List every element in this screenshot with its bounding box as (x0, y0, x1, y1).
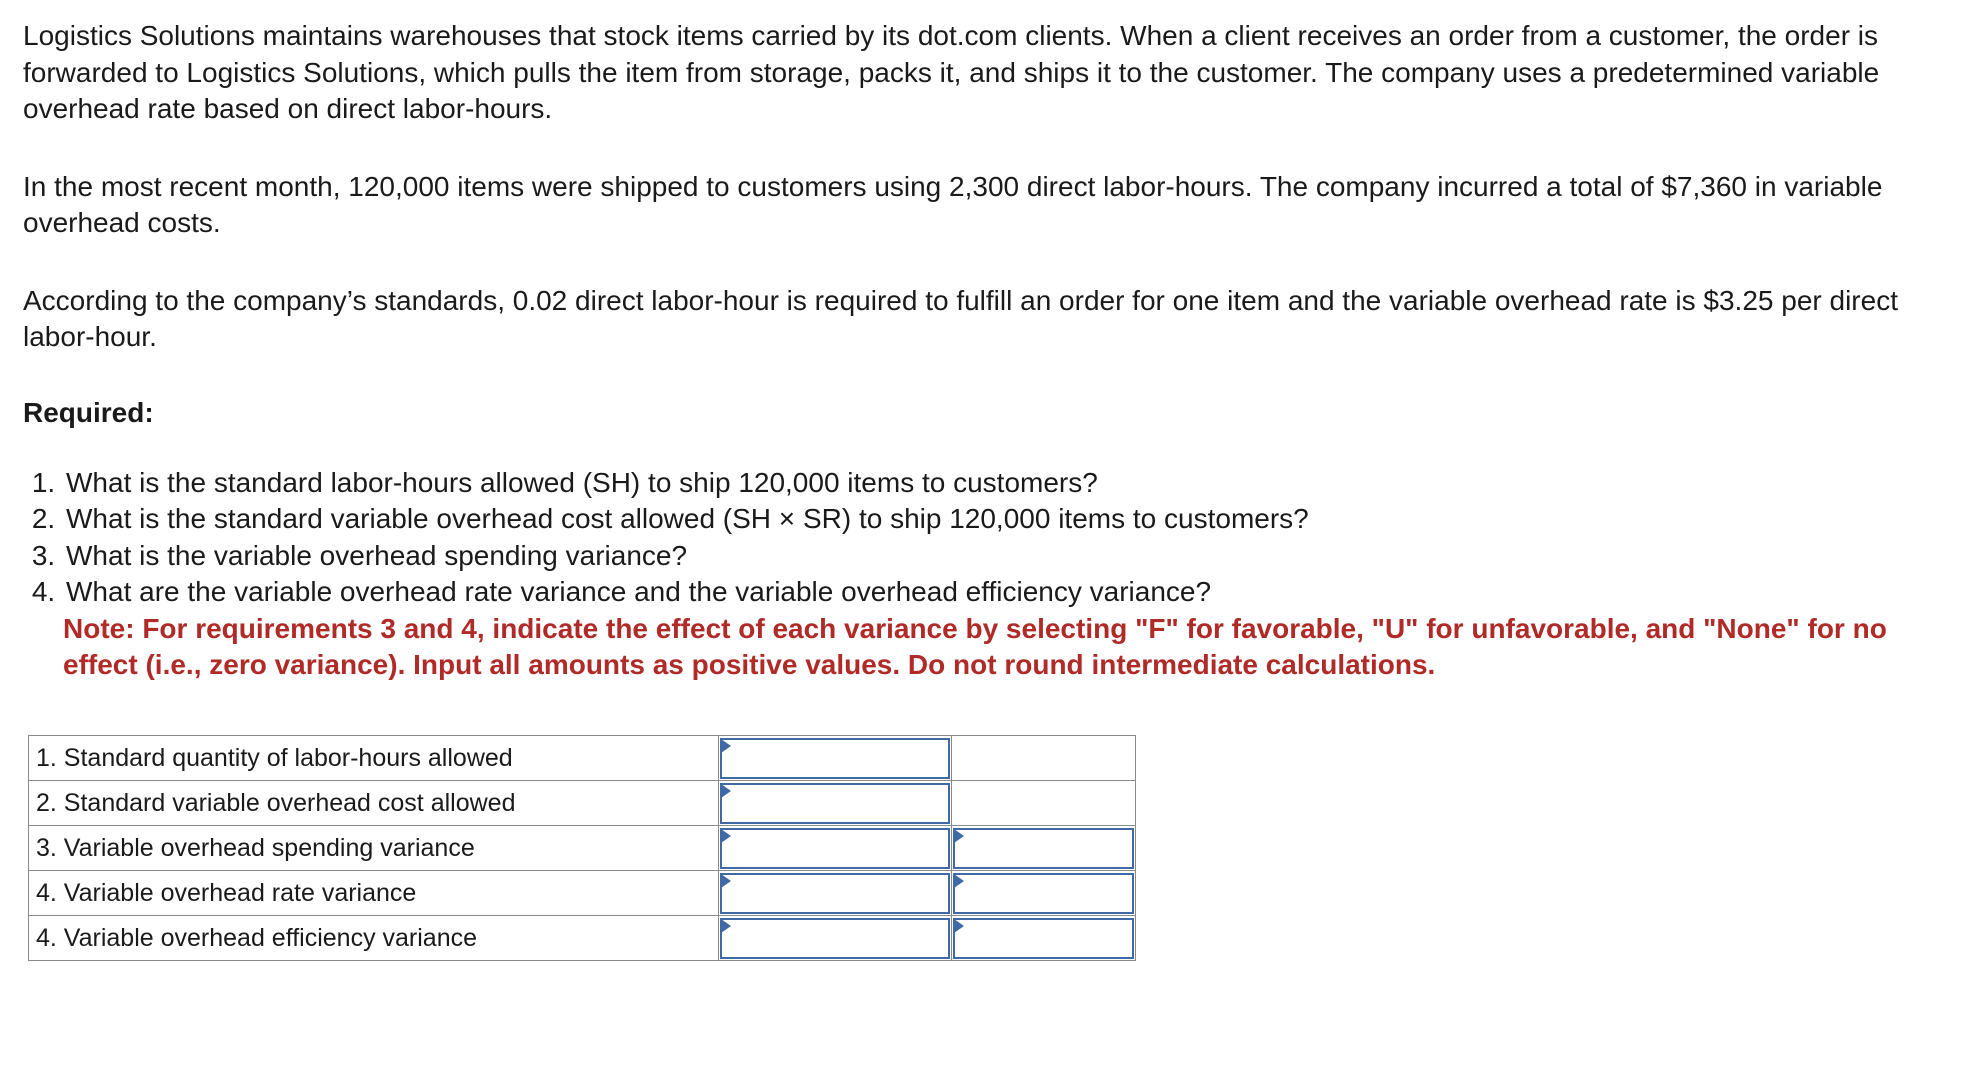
answer-table (28, 735, 1136, 961)
input-marker-icon (721, 874, 731, 888)
question-item-1: 1. What is the standard labor-hours allowed (SH) to ship 120,000 items to customers? (63, 465, 1923, 502)
instruction-note: Note: For requirements 3 and 4, indicate the effect of each variance by selecting "F" for favorable, "U" for unfavorable, and "None" for no effect (i.e., zero variance). Input all amounts as positive values. Do not round intermediate calculations. (63, 612, 1887, 680)
problem-content (23, 18, 1923, 684)
dropdown-marker-icon (954, 829, 964, 843)
row-label-rate-variance: 4. Variable overhead rate variance (29, 871, 719, 916)
question-item-3: 3. What is the variable overhead spending variance? (63, 538, 1923, 575)
rate-variance-amount-input[interactable] (720, 873, 950, 914)
intro-paragraph: Logistics Solutions maintains warehouses that stock items carried by its dot.com clients. When a client receives an order from a customer, the order is forwarded to Logistics Solutions, which pulls the item from storage, packs it, and ships it to the customer. The company uses a predetermined variable overhead rate based on direct labor-hours. (23, 20, 1880, 124)
question-item-4: 4. What are the variable overhead rate variance and the variable overhead efficiency variance? (63, 574, 1923, 611)
spending-variance-amount-input[interactable] (720, 828, 950, 869)
answer-cell (719, 871, 952, 916)
row-label-efficiency-variance: 4. Variable overhead efficiency variance (29, 916, 719, 961)
answer-cell (719, 916, 952, 961)
standards-paragraph: According to the company’s standards, 0.02 direct labor-hour is required to fulfill an order for one item and the variable overhead rate is $3.25 per direct labor-hour. (23, 284, 1898, 352)
answer-cell (719, 736, 952, 781)
answer-cell (952, 916, 1136, 961)
empty-cell (952, 736, 1136, 781)
input-marker-icon (721, 829, 731, 843)
row-label-standard-cost: 2. Standard variable overhead cost allowed (29, 781, 719, 826)
efficiency-variance-amount-input[interactable] (720, 918, 950, 959)
empty-cell (952, 781, 1136, 826)
answer-cell (952, 871, 1136, 916)
answer-cell (952, 826, 1136, 871)
dropdown-marker-icon (954, 874, 964, 888)
standard-hours-input[interactable] (720, 738, 950, 779)
spending-variance-effect-select[interactable] (953, 828, 1134, 869)
required-heading: Required: (23, 396, 154, 428)
row-label-spending-variance: 3. Variable overhead spending variance (29, 826, 719, 871)
table-row (29, 736, 1136, 781)
table-row (29, 871, 1136, 916)
standard-cost-input[interactable] (720, 783, 950, 824)
question-item-2: 2. What is the standard variable overhead cost allowed (SH × SR) to ship 120,000 items to customers? (63, 501, 1923, 538)
month-data-paragraph: In the most recent month, 120,000 items were shipped to customers using 2,300 direct labor-hours. The company incurred a total of $7,360 in variable overhead costs. (23, 170, 1883, 238)
input-marker-icon (721, 739, 731, 753)
dropdown-marker-icon (954, 919, 964, 933)
answer-cell (719, 781, 952, 826)
input-marker-icon (721, 919, 731, 933)
table-row (29, 916, 1136, 961)
rate-variance-effect-select[interactable] (953, 873, 1134, 914)
input-marker-icon (721, 784, 731, 798)
row-label-standard-hours: 1. Standard quantity of labor-hours allowed (29, 736, 719, 781)
efficiency-variance-effect-select[interactable] (953, 918, 1134, 959)
table-row (29, 826, 1136, 871)
table-row (29, 781, 1136, 826)
questions-list (23, 465, 1923, 611)
answer-cell (719, 826, 952, 871)
